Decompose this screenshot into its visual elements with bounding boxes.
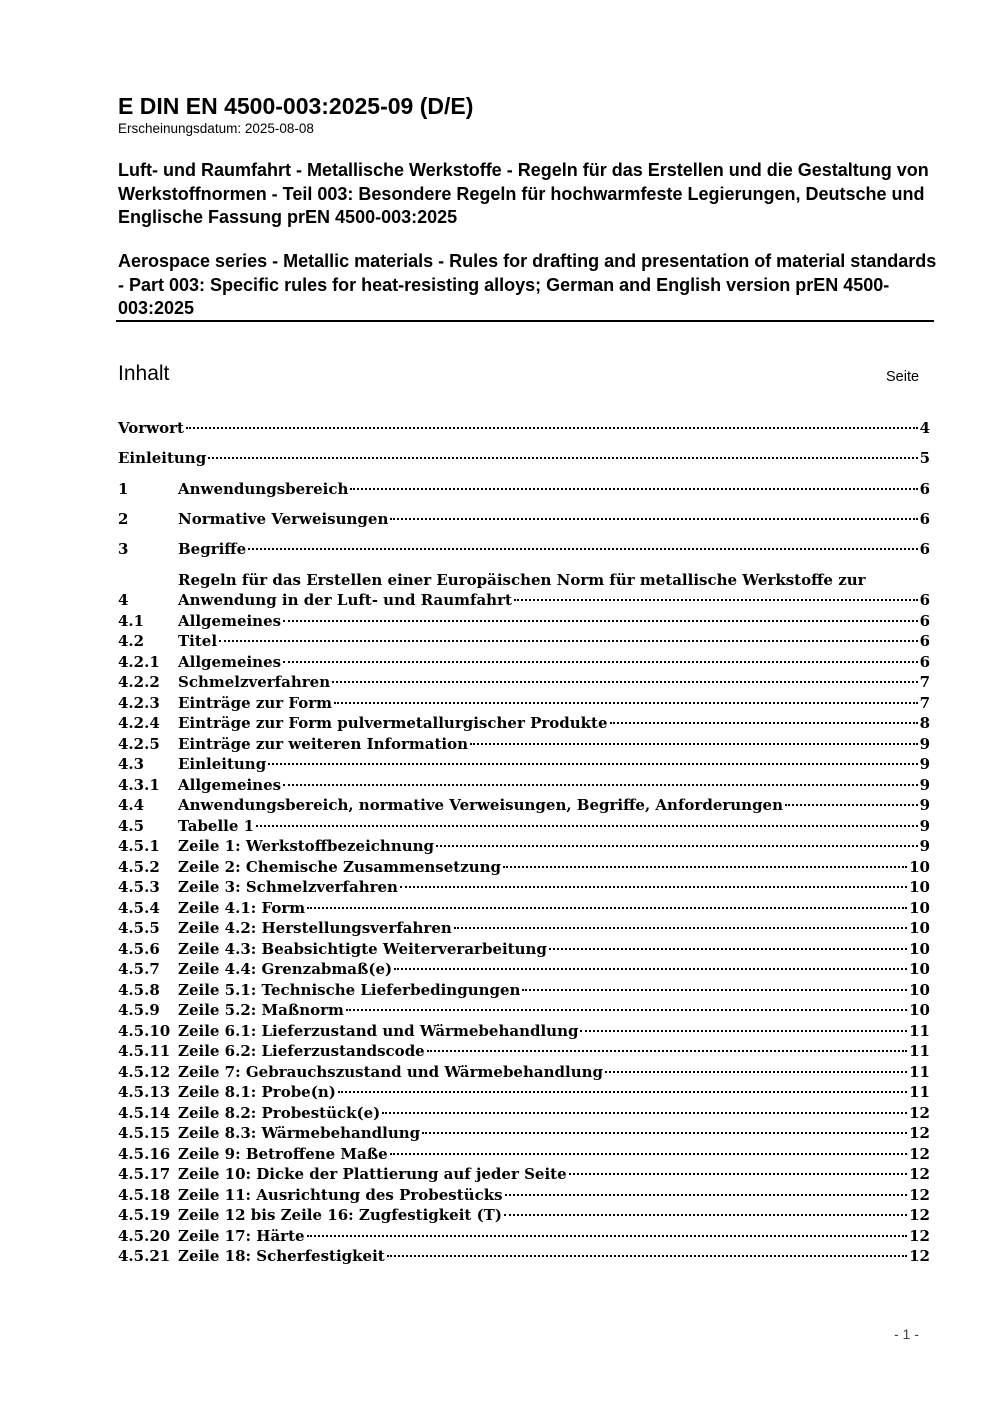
toc-entry-page: 6 [919, 591, 930, 609]
toc-entry-line [178, 1000, 930, 1020]
toc-entry-number: 4.5.11 [118, 1042, 171, 1060]
toc-entry-page: 12 [909, 1247, 930, 1265]
toc-entry[interactable] [118, 1226, 930, 1246]
toc-entry-number: 4.5.20 [118, 1227, 171, 1245]
toc-dot-leader [569, 1173, 907, 1175]
toc-entry-page: 8 [919, 714, 930, 732]
toc-entry[interactable] [118, 1021, 930, 1041]
toc-entry[interactable] [118, 775, 930, 795]
toc-dot-leader [346, 1009, 907, 1011]
toc-entry-label: Zeile 5.1: Technische Lieferbedingungen [178, 981, 521, 999]
toc-entry-line [178, 734, 930, 754]
toc-entry-label: Zeile 12 bis Zeile 16: Zugfestigkeit (T) [178, 1206, 502, 1224]
toc-entry[interactable] [118, 1082, 930, 1102]
toc-entry-page: 12 [909, 1145, 930, 1163]
toc-entry[interactable] [118, 836, 930, 856]
toc-entry-number: 4.5.7 [118, 960, 160, 978]
toc-dot-leader [350, 488, 917, 490]
toc-entry-page: 9 [919, 796, 930, 814]
publication-date: Erscheinungsdatum: 2025-08-08 [118, 121, 314, 136]
toc-entry-number: 4.5.8 [118, 981, 160, 999]
toc-entry-number: 4.5.18 [118, 1186, 171, 1204]
toc-entry-page: 9 [919, 817, 930, 835]
toc-entry-page: 10 [909, 878, 930, 896]
toc-entry-line [178, 1062, 930, 1082]
toc-entry-page: 11 [909, 1022, 930, 1040]
toc-entry-page: 6 [919, 632, 930, 650]
toc-dot-leader [390, 518, 917, 520]
toc-entry[interactable] [118, 959, 930, 979]
toc-entry-line [178, 1082, 930, 1102]
toc-entry-page: 11 [909, 1063, 930, 1081]
toc-entry-page: 6 [919, 612, 930, 630]
toc-entry-line [178, 479, 930, 499]
toc-entry[interactable] [118, 713, 930, 733]
toc-entry-number: 4.5.19 [118, 1206, 171, 1224]
toc-dot-leader [307, 907, 907, 909]
toc-entry[interactable] [118, 1205, 930, 1225]
toc-entry-label: Normative Verweisungen [178, 510, 389, 528]
toc-entry-page: 10 [909, 960, 930, 978]
toc-entry-line [178, 1123, 930, 1143]
toc-entry-label: Anwendungsbereich, normative Verweisungen, Begriffe, Anforderungen [178, 796, 784, 814]
toc-entry-line [178, 939, 930, 959]
toc-entry-label: Zeile 3: Schmelzverfahren [178, 878, 398, 896]
toc-entry-number: 4.5.14 [118, 1104, 171, 1122]
toc-entry[interactable] [118, 1144, 930, 1164]
toc-entry-line [178, 1021, 930, 1041]
toc-entry-number: 4.5.10 [118, 1022, 171, 1040]
title-german: Luft- und Raumfahrt - Metallische Werkstoffe - Regeln für das Erstellen und die Gestaltung von Werkstoffnormen - Teil 003: Besondere Regeln für hochwarmfeste Legierungen, Deutsche und Englische Fassung prEN 4500-003:2025 [118, 160, 929, 227]
toc-entry-label: Zeile 17: Härte [178, 1227, 305, 1245]
toc-entry-label: Zeile 2: Chemische Zusammensetzung [178, 858, 502, 876]
toc-entry-number: 4.5.12 [118, 1063, 171, 1081]
toc-entry-number: 4.5.2 [118, 858, 160, 876]
toc-entry[interactable] [118, 539, 930, 559]
toc-entry-label-line1: Regeln für das Erstellen einer Europäischen Norm für metallische Werkstoffe zur [178, 571, 866, 589]
toc-entry-page: 6 [919, 540, 930, 558]
toc-entry-label: Allgemeines [178, 653, 282, 671]
toc-entry-number: 4.2.5 [118, 735, 160, 753]
toc-entry-label: Zeile 8.3: Wärmebehandlung [178, 1124, 421, 1142]
toc-entry-number: 4.1 [118, 612, 145, 630]
toc-entry-number: 4.5.15 [118, 1124, 171, 1142]
toc-entry-line [178, 713, 930, 733]
toc-entry-page: 12 [909, 1186, 930, 1204]
toc-entry-page: 10 [909, 858, 930, 876]
toc-dot-leader [522, 989, 907, 991]
toc-entry-label: Begriffe [178, 540, 247, 558]
toc-entry-page: 5 [919, 449, 930, 467]
toc-entry-page: 6 [919, 653, 930, 671]
toc-entry-label: Schmelzverfahren [178, 673, 331, 691]
toc-entry-label: Zeile 18: Scherfestigkeit [178, 1247, 385, 1265]
toc-dot-leader [504, 1214, 907, 1216]
toc-entry-label: Zeile 5.2: Maßnorm [178, 1001, 344, 1019]
toc-page-column-label: Seite [886, 369, 920, 385]
toc-dot-leader [427, 1050, 907, 1052]
toc-entry-line [178, 1185, 930, 1205]
toc-entry-label: Tabelle 1 [178, 817, 255, 835]
toc-entry-page: 7 [919, 673, 930, 691]
toc-entry-line [178, 1226, 930, 1246]
toc-dot-leader [307, 1235, 908, 1237]
toc-dot-leader [610, 722, 918, 724]
toc-entry-line [178, 795, 930, 815]
toc-dot-leader [387, 1255, 907, 1257]
toc-entry-label: Zeile 8.2: Probestück(e) [178, 1104, 381, 1122]
toc-entry-page: 10 [909, 919, 930, 937]
toc-entry-page: 12 [909, 1227, 930, 1245]
toc-entry-label: Zeile 7: Gebrauchszustand und Wärmebehandlung [178, 1063, 603, 1081]
toc-entry[interactable] [118, 734, 930, 754]
toc-entry-label: Vorwort [118, 419, 184, 437]
toc-entry-line [178, 836, 930, 856]
toc-entry[interactable] [118, 571, 930, 610]
toc-dot-leader [436, 845, 918, 847]
toc-entry-page: 12 [909, 1124, 930, 1142]
toc-entry-label: Einträge zur weiteren Information [178, 735, 469, 753]
toc-entry-line [178, 631, 930, 651]
toc-entry-page: 7 [919, 694, 930, 712]
toc-entry-number: 4.5.6 [118, 940, 160, 958]
toc-entry-number: 4.5.4 [118, 899, 160, 917]
toc-entry[interactable] [118, 1246, 930, 1266]
toc-dot-leader [334, 702, 918, 704]
toc-entry[interactable] [118, 980, 930, 1000]
toc-entry-line [178, 1205, 930, 1225]
toc-entry-number: 4.2 [118, 632, 145, 650]
toc-entry[interactable] [118, 672, 930, 692]
title-english: Aerospace series - Metallic materials - Rules for drafting and presentation of material standards - Part 003: Specific rules for heat-resisting alloys; German and English version prEN 4500-003:2025 [118, 251, 937, 318]
toc-entry[interactable] [118, 918, 930, 938]
toc-entry[interactable] [118, 816, 930, 836]
toc-entry[interactable] [118, 448, 930, 468]
toc-entry-number: 4.5.21 [118, 1247, 171, 1265]
toc-entry-line [178, 611, 930, 631]
toc-entry-label: Zeile 4.1: Form [178, 899, 306, 917]
toc-entry-label: Anwendung in der Luft- und Raumfahrt [178, 591, 512, 609]
toc-dot-leader [505, 1194, 908, 1196]
toc-entry[interactable] [118, 877, 930, 897]
toc-entry-number: 4.3 [118, 755, 145, 773]
toc-dot-leader [422, 1132, 907, 1134]
toc-entry-page: 9 [919, 735, 930, 753]
toc-entry-page: 4 [919, 419, 930, 437]
toc-dot-leader [470, 743, 918, 745]
toc-entry-number: 4 [118, 591, 129, 609]
toc-entry-line [178, 1144, 930, 1164]
toc-entry-number: 4.3.1 [118, 776, 160, 794]
document-number: E DIN EN 4500-003:2025-09 (D/E) [118, 93, 474, 119]
toc-dot-leader [256, 825, 917, 827]
toc-entry[interactable] [118, 509, 930, 529]
toc-dot-leader [394, 968, 907, 970]
toc-entry-page: 10 [909, 981, 930, 999]
toc-heading: Inhalt [118, 362, 170, 385]
toc-entry-label: Zeile 1: Werkstoffbezeichnung [178, 837, 435, 855]
toc-entry-page: 6 [919, 480, 930, 498]
toc-dot-leader [785, 804, 918, 806]
toc-entry-line [178, 816, 930, 836]
toc-entry-line [178, 877, 930, 897]
toc-entry-page: 9 [919, 776, 930, 794]
toc-dot-leader [332, 681, 917, 683]
toc-dot-leader [283, 620, 917, 622]
toc-entry[interactable] [118, 1185, 930, 1205]
toc-entry-label: Einträge zur Form pulvermetallurgischer Produkte [178, 714, 608, 732]
header-divider [116, 320, 934, 322]
toc-dot-leader [514, 599, 918, 601]
toc-entry-page: 10 [909, 940, 930, 958]
toc-dot-leader [382, 1112, 907, 1114]
toc-dot-leader [283, 784, 917, 786]
toc-entry-label: Einleitung [178, 755, 267, 773]
toc-dot-leader [219, 640, 918, 642]
toc-entry-number: 4.5.9 [118, 1001, 160, 1019]
toc-entry[interactable] [118, 479, 930, 499]
toc-entry[interactable] [118, 857, 930, 877]
toc-entry-line [178, 1246, 930, 1266]
toc-entry-page: 12 [909, 1104, 930, 1122]
toc-entry[interactable] [118, 795, 930, 815]
toc-entry-line [178, 1103, 930, 1123]
toc-entry-line [178, 1164, 930, 1184]
toc-entry-page: 12 [909, 1165, 930, 1183]
toc-entry-label: Zeile 10: Dicke der Plattierung auf jeder Seite [178, 1165, 567, 1183]
toc-entry-number: 2 [118, 510, 129, 528]
toc-entry-number: 4.5.3 [118, 878, 160, 896]
toc-entry-line [178, 980, 930, 1000]
toc-dot-leader [503, 866, 907, 868]
toc-entry-label: Zeile 11: Ausrichtung des Probestücks [178, 1186, 503, 1204]
toc-entry-page: 12 [909, 1206, 930, 1224]
toc-entry-number: 3 [118, 540, 129, 558]
toc-entry-page: 11 [909, 1083, 930, 1101]
toc-entry-page: 10 [909, 1001, 930, 1019]
toc-entry-label: Einleitung [118, 449, 207, 467]
toc-entry[interactable] [118, 418, 930, 438]
toc-dot-leader [390, 1153, 907, 1155]
toc-entry-line [178, 959, 930, 979]
toc-entry-label: Zeile 4.4: Grenzabmaß(e) [178, 960, 393, 978]
toc-entry-number: 4.2.1 [118, 653, 160, 671]
toc-entry-number: 4.2.4 [118, 714, 160, 732]
toc-entry-label: Zeile 8.1: Probe(n) [178, 1083, 336, 1101]
toc-entry-line [178, 775, 930, 795]
toc-dot-leader [580, 1030, 907, 1032]
toc-entry[interactable] [118, 939, 930, 959]
toc-entry-page: 6 [919, 510, 930, 528]
toc-entry[interactable] [118, 611, 930, 631]
toc-entry-label: Anwendungsbereich [178, 480, 349, 498]
toc-entry-line [178, 652, 930, 672]
toc-entry-line [178, 672, 930, 692]
toc-dot-leader [186, 427, 918, 429]
toc-entry-number: 1 [118, 480, 129, 498]
toc-dot-leader [454, 927, 907, 929]
toc-dot-leader [268, 763, 917, 765]
toc-entry-label: Zeile 4.3: Beabsichtigte Weiterverarbeitung [178, 940, 547, 958]
toc-dot-leader [248, 548, 917, 550]
page-number: - 1 - [894, 1326, 919, 1342]
toc-entry-line [178, 1041, 930, 1061]
toc-entry-line [178, 509, 930, 529]
toc-entry-label: Allgemeines [178, 776, 282, 794]
toc-entry-page: 9 [919, 837, 930, 855]
toc-entry[interactable] [118, 631, 930, 651]
toc-dot-leader [400, 886, 907, 888]
toc-entry[interactable] [118, 1103, 930, 1123]
toc-entry-number: 4.5.5 [118, 919, 160, 937]
toc-dot-leader [283, 661, 917, 663]
toc-entry[interactable] [118, 1123, 930, 1143]
toc-entry-label: Zeile 6.2: Lieferzustandscode [178, 1042, 425, 1060]
toc-entry-label: Zeile 9: Betroffene Maße [178, 1145, 388, 1163]
toc-entry-number: 4.5.16 [118, 1145, 171, 1163]
toc-entry-label: Allgemeines [178, 612, 282, 630]
toc-entry-label: Einträge zur Form [178, 694, 332, 712]
toc-entry[interactable] [118, 898, 930, 918]
toc-entry[interactable] [118, 1164, 930, 1184]
toc-entry-line [178, 918, 930, 938]
toc-entry[interactable] [118, 1000, 930, 1020]
toc-entry-line [118, 448, 930, 468]
toc-entry[interactable] [118, 754, 930, 774]
toc-entry[interactable] [118, 652, 930, 672]
toc-entry-number: 4.2.3 [118, 694, 160, 712]
toc-entry-line [178, 539, 930, 559]
toc-entry-label: Zeile 4.2: Herstellungsverfahren [178, 919, 452, 937]
toc-entry-number: 4.5.13 [118, 1083, 171, 1101]
toc-entry-page: 11 [909, 1042, 930, 1060]
toc-entry-line [178, 857, 930, 877]
toc-entry-number: 4.4 [118, 796, 145, 814]
toc-entry-line [178, 590, 930, 610]
toc-entry-number: 4.2.2 [118, 673, 160, 691]
toc-entry-label: Titel [178, 632, 218, 650]
toc-entry-line [118, 418, 930, 438]
toc-entry-number: 4.5.1 [118, 837, 160, 855]
toc-dot-leader [605, 1071, 907, 1073]
toc-dot-leader [549, 948, 907, 950]
toc-entry-number: 4.5.17 [118, 1165, 171, 1183]
toc-entry[interactable] [118, 693, 930, 713]
toc-entry-page: 9 [919, 755, 930, 773]
toc-entry-label: Zeile 6.1: Lieferzustand und Wärmebehandlung [178, 1022, 579, 1040]
toc-entry-line [178, 898, 930, 918]
toc-entry[interactable] [118, 1062, 930, 1082]
toc-entry-page: 10 [909, 899, 930, 917]
toc-entry-line [178, 754, 930, 774]
toc-entry-number: 4.5 [118, 817, 145, 835]
toc-dot-leader [208, 457, 917, 459]
toc-entry[interactable] [118, 1041, 930, 1061]
toc-entry-line [178, 693, 930, 713]
toc-dot-leader [338, 1091, 907, 1093]
